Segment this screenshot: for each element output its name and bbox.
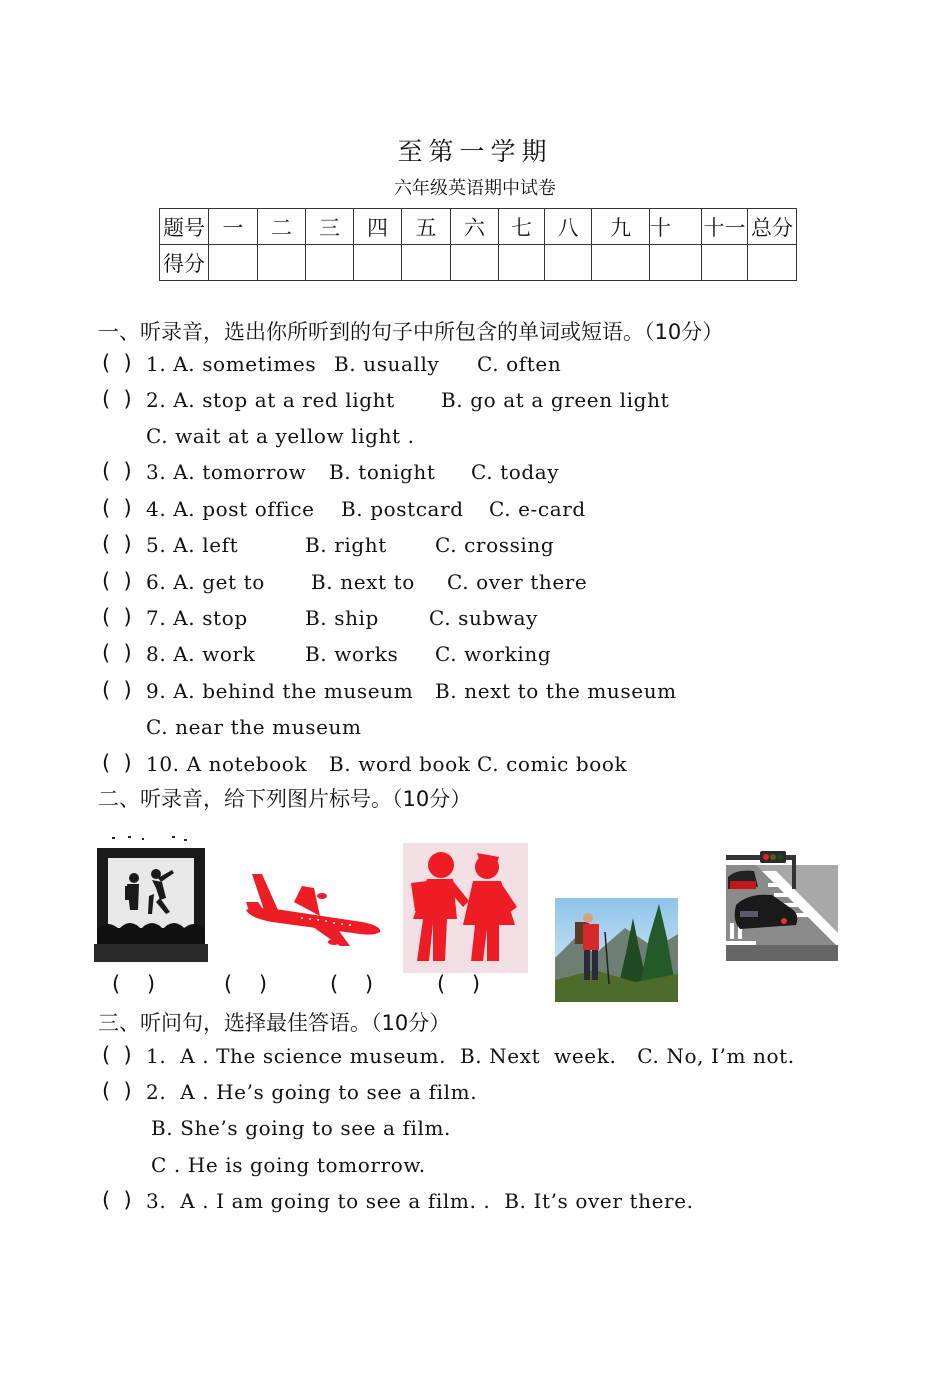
option-c: C. subway xyxy=(429,606,538,630)
option-a: 4. A. post office xyxy=(146,497,315,521)
option-c: C. over there xyxy=(447,570,588,594)
table-cell: 十一 xyxy=(702,209,748,245)
question-text: 3. A . I am going to see a film. . B. It’s over there. xyxy=(146,1189,694,1213)
answer-blank[interactable]: ( ) xyxy=(102,351,132,375)
score-input-cell[interactable] xyxy=(748,245,797,281)
option-b: B. usually xyxy=(334,352,440,376)
option-b: B. ship xyxy=(305,606,379,630)
option-b: B. right xyxy=(305,533,387,557)
option-a: 9. A. behind the museum xyxy=(146,679,414,703)
table-cell: 四 xyxy=(354,209,402,245)
option-c: C . He is going tomorrow. xyxy=(151,1153,426,1177)
image-answer-blank[interactable]: ( ) xyxy=(112,972,156,996)
table-cell: 二 xyxy=(258,209,306,245)
option-c: C. wait at a yellow light . xyxy=(146,424,415,448)
score-input-cell[interactable] xyxy=(209,245,258,281)
score-input-cell[interactable] xyxy=(306,245,354,281)
table-cell: 题号 xyxy=(160,209,209,245)
answer-blank[interactable]: ( ) xyxy=(102,532,132,556)
option-a: 2. A. stop at a red light xyxy=(146,388,395,412)
section3-heading: 三、听问句，选择最佳答语。（10分） xyxy=(98,1011,451,1035)
option-b: B. next to the museum xyxy=(435,679,677,703)
score-input-cell[interactable] xyxy=(702,245,748,281)
score-input-cell[interactable] xyxy=(354,245,402,281)
option-c: C. crossing xyxy=(435,533,555,557)
answer-blank[interactable]: ( ) xyxy=(102,1188,132,1212)
cinema-icon xyxy=(94,834,208,964)
option-b: B. go at a green light xyxy=(441,388,670,412)
traffic-crossing-icon xyxy=(726,849,838,961)
table-cell: 六 xyxy=(451,209,499,245)
hiker-photo xyxy=(555,898,678,1002)
option-b: B. works xyxy=(305,642,399,666)
score-input-cell[interactable] xyxy=(650,245,702,281)
table-cell: 五 xyxy=(402,209,451,245)
option-a: 3. A. tomorrow xyxy=(146,460,307,484)
score-table-score-row xyxy=(160,245,797,281)
score-input-cell[interactable] xyxy=(499,245,545,281)
walking-children-frame xyxy=(403,843,528,973)
answer-blank[interactable]: ( ) xyxy=(102,678,132,702)
answer-blank[interactable]: ( ) xyxy=(102,387,132,411)
answer-blank[interactable]: ( ) xyxy=(102,569,132,593)
table-cell: 得分 xyxy=(160,245,209,281)
image-answer-blank[interactable]: ( ) xyxy=(330,972,374,996)
airplane-icon xyxy=(242,866,384,948)
option-a: 1. A. sometimes xyxy=(146,352,317,376)
score-input-cell[interactable] xyxy=(258,245,306,281)
option-a: 10. A notebook xyxy=(146,752,308,776)
table-cell: 三 xyxy=(306,209,354,245)
option-a: 6. A. get to xyxy=(146,570,265,594)
table-cell: 九 xyxy=(592,209,650,245)
exam-subtitle: 六年级英语期中试卷 xyxy=(394,178,556,199)
answer-blank[interactable]: ( ) xyxy=(102,1043,132,1067)
answer-blank[interactable]: ( ) xyxy=(102,496,132,520)
question-text: 2. A . He’s going to see a film. xyxy=(146,1080,478,1104)
option-c: C. e-card xyxy=(489,497,586,521)
table-cell: 总分 xyxy=(748,209,797,245)
answer-blank[interactable]: ( ) xyxy=(102,459,132,483)
answer-blank[interactable]: ( ) xyxy=(102,605,132,629)
table-cell: 八 xyxy=(545,209,592,245)
score-input-cell[interactable] xyxy=(545,245,592,281)
section1-heading: 一、听录音，选出你所听到的句子中所包含的单词或短语。（10分） xyxy=(98,320,724,344)
answer-blank[interactable]: ( ) xyxy=(102,1079,132,1103)
table-cell: 七 xyxy=(499,209,545,245)
option-c: C. often xyxy=(477,352,562,376)
score-input-cell[interactable] xyxy=(402,245,451,281)
option-c: C. working xyxy=(435,642,552,666)
option-b: B. word book xyxy=(329,752,471,776)
option-a: 5. A. left xyxy=(146,533,239,557)
score-table xyxy=(159,208,797,281)
section2-heading: 二、听录音，给下列图片标号。（10分） xyxy=(98,787,472,811)
option-c: C. today xyxy=(471,460,560,484)
answer-blank[interactable]: ( ) xyxy=(102,641,132,665)
table-cell: 十 xyxy=(650,209,702,245)
image-answer-blank[interactable]: ( ) xyxy=(224,972,268,996)
exam-title: 至第一学期 xyxy=(397,137,553,166)
option-a: 8. A. work xyxy=(146,642,256,666)
option-c: C. comic book xyxy=(477,752,628,776)
question-text: 1. A . The science museum. B. Next week. C. No, I’m not. xyxy=(146,1044,795,1068)
score-table-header-row xyxy=(160,209,797,245)
option-b: B. next to xyxy=(311,570,415,594)
answer-blank[interactable]: ( ) xyxy=(102,751,132,775)
image-answer-blank[interactable]: ( ) xyxy=(437,972,481,996)
score-input-cell[interactable] xyxy=(451,245,499,281)
option-b: B. postcard xyxy=(341,497,464,521)
table-cell: 一 xyxy=(209,209,258,245)
score-input-cell[interactable] xyxy=(592,245,650,281)
option-b: B. She’s going to see a film. xyxy=(151,1116,452,1140)
option-a: 7. A. stop xyxy=(146,606,248,630)
option-c: C. near the museum xyxy=(146,715,362,739)
option-b: B. tonight xyxy=(329,460,436,484)
walking-children-icon xyxy=(403,843,528,973)
